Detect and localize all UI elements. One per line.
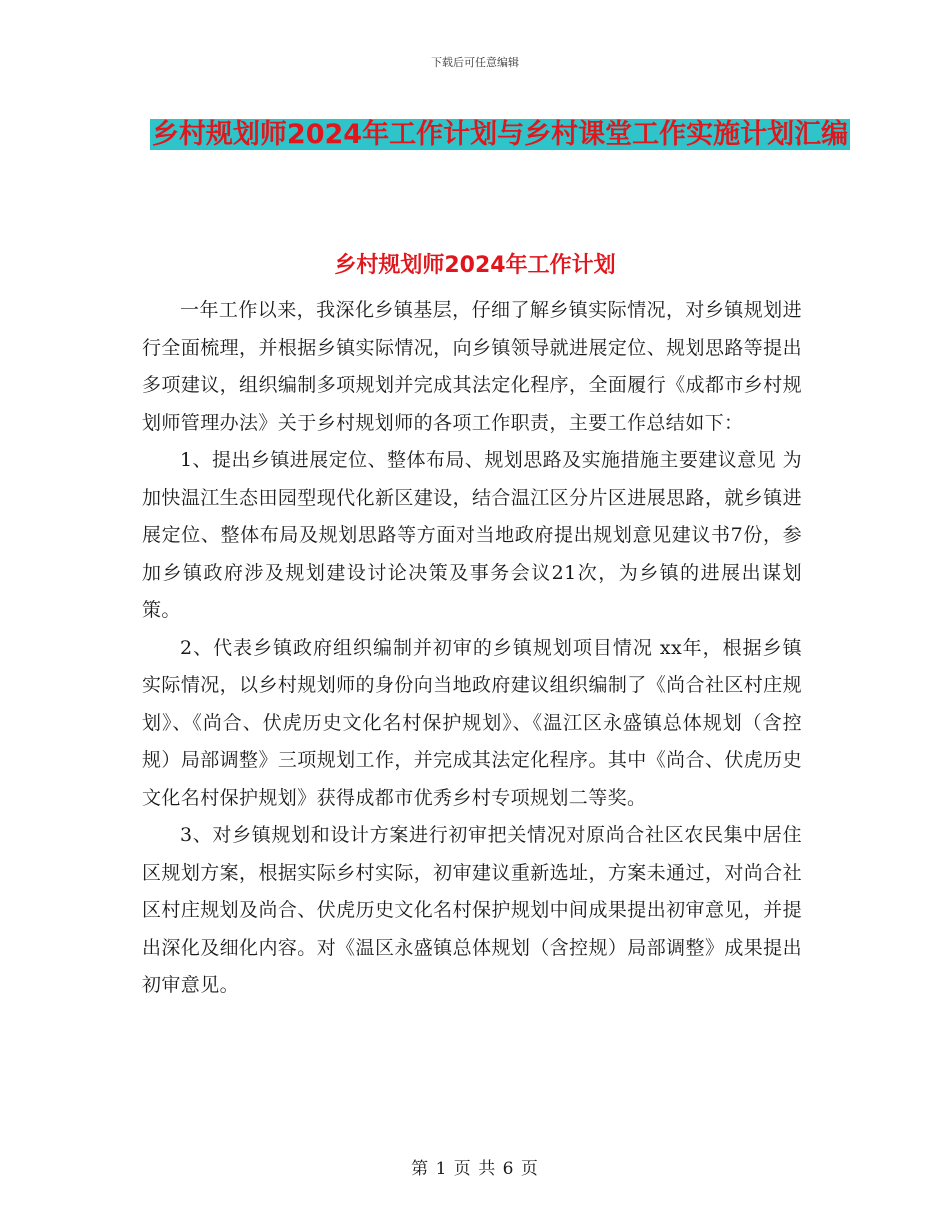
document-title-text: 乡村规划师2024年工作计划与乡村课堂工作实施计划汇编 xyxy=(151,119,849,150)
paragraph-item-2: 2、代表乡镇政府组织编制并初审的乡镇规划项目情况 xx年，根据乡镇实际情况，以乡村规划师的身份向当地政府建议组织编制了《尚合社区村庄规划》、《尚合、伏虎历史文化名村保护规划》、《温江区永盛镇总体规划（含控规）局部调整》三项规划工作，并完成其法定化程序。其中《尚合、伏虎历史文化名村保护规划》获得成都市优秀乡村专项规划二等奖。 xyxy=(142,636,802,809)
document-body xyxy=(142,292,802,1005)
paragraph-item-3: 3、对乡镇规划和设计方案进行初审把关情况对原尚合社区农民集中居住区规划方案，根据实际乡村实际，初审建议重新选址，方案未通过，对尚合社区村庄规划及尚合、伏虎历史文化名村保护规划中间成果提出初审意见，并提出深化及细化内容。对《温区永盛镇总体规划（含控规）局部调整》成果提出初审意见。 xyxy=(142,824,802,996)
section-title: 乡村规划师2024年工作计划 xyxy=(334,253,616,278)
header-note: 下载后可任意编辑 xyxy=(431,56,519,69)
page-footer: 第 1 页 共 6 页 xyxy=(411,1159,539,1179)
paragraph-item-1: 1、提出乡镇进展定位、整体布局、规划思路及实施措施主要建议意见 为加快温江生态田园型现代化新区建设，结合温江区分片区进展思路，就乡镇进展定位、整体布局及规划思路等方面对当地政府提出规划意见建议书7份，参加乡镇政府涉及规划建设讨论决策及事务会议21次，为乡镇的进展出谋划策。 xyxy=(142,449,802,621)
paragraph-intro: 一年工作以来，我深化乡镇基层，仔细了解乡镇实际情况，对乡镇规划进行全面梳理，并根据乡镇实际情况，向乡镇领导就进展定位、规划思路等提出多项建议，组织编制多项规划并完成其法定化程序，全面履行《成都市乡村规划师管理办法》关于乡村规划师的各项工作职责，主要工作总结如下： xyxy=(142,299,802,434)
document-title xyxy=(140,112,860,158)
